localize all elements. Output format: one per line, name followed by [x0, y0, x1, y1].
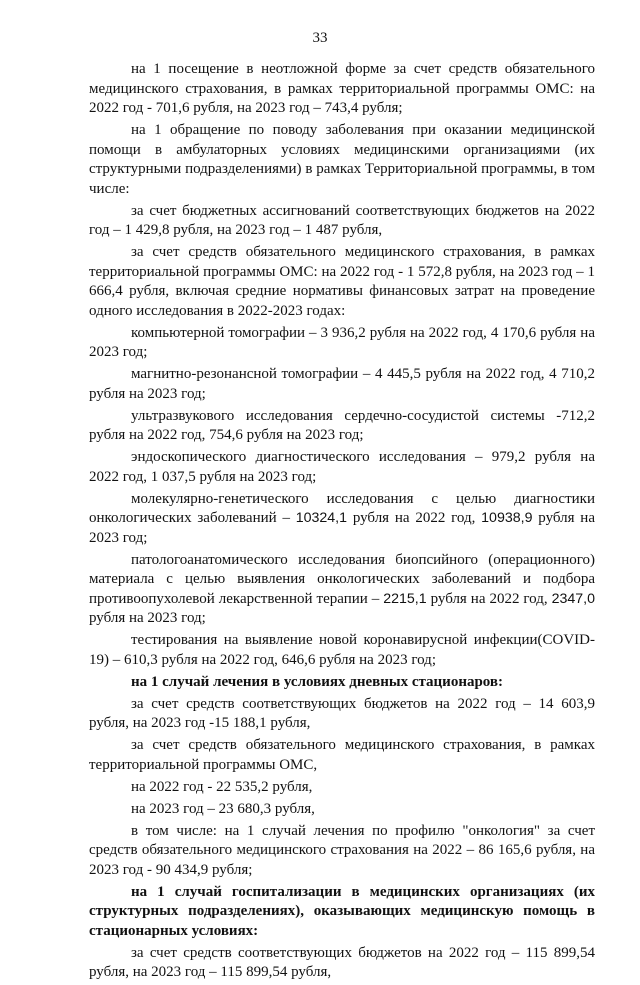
paragraph-outpatient-appeal: на 1 обращение по поводу заболевания при оказании медицинской помощи в амбулаторных условиях медицинскими организациями (их структурными подразделениями) в рамках Территориальной программы, в том числе: — [89, 122, 595, 197]
page-number: 33 — [312, 30, 328, 46]
molecular-text-a: молекулярно-генетического исследования с целью диагностики онкологических заболеваний – — [89, 490, 595, 526]
paragraph-budget-funds: за счет бюджетных ассигнований соответствующих бюджетов на 2022 год – 1 429,8 рубля, на 2023 год – 1 487 рубля, — [89, 202, 595, 238]
paragraph-ultrasound: ультразвукового исследования сердечно-сосудистой системы -712,2 рубля на 2022 год, 754,6 рубля на 2023 год; — [89, 407, 595, 443]
document-body — [89, 60, 595, 985]
molecular-value-2023: 10938,9 — [481, 510, 533, 526]
molecular-text-e: рубля на 2023 год; — [89, 510, 595, 546]
paragraph-molecular-genetic — [89, 490, 595, 549]
pathology-text-c: рубля на 2022 год, — [426, 590, 552, 607]
paragraph-day-hospital-2022: на 2022 год - 22 535,2 рубля, — [131, 778, 313, 795]
paragraph-day-hospital-oms: за счет средств обязательного медицинского страхования, в рамках территориальной программы ОМС, — [89, 737, 595, 773]
paragraph-day-hospital-budget: за счет средств соответствующих бюджетов на 2022 год – 14 603,9 рубля, на 2023 год -15 188,1 рубля, — [89, 695, 595, 731]
paragraph-oncology-case: в том числе: на 1 случай лечения по профилю "онкология" за счет средств обязательного медицинского страхования на 2022 – 86 165,6 рубля, на 2023 год - 90 434,9 рубля; — [89, 822, 595, 878]
pathology-value-2022: 2215,1 — [383, 590, 427, 607]
paragraph-ct: компьютерной томографии – 3 936,2 рубля на 2022 год, 4 170,6 рубля на 2023 год; — [89, 324, 595, 360]
paragraph-day-hospital-2023: на 2023 год – 23 680,3 рубля, — [131, 800, 315, 817]
paragraph-covid-test: тестирования на выявление новой коронавирусной инфекции(COVID-19) – 610,3 рубля на 2022 год, 646,6 рубля на 2023 год; — [89, 632, 595, 668]
paragraph-mri: магнитно-резонансной томографии – 4 445,5 рубля на 2022 год, 4 710,2 рубля на 2023 год; — [89, 366, 595, 402]
paragraph-pathology — [89, 551, 595, 629]
pathology-value-2023: 2347,0 — [551, 590, 595, 607]
molecular-value-2022: 10324,1 — [295, 510, 348, 526]
paragraph-oms-funds: за счет средств обязательного медицинского страхования, в рамках территориальной программы ОМС: на 2022 год - 1 572,8 рубля, на 2023 год – 1 666,4 рубля, включая средние нормативы финансовых затрат на проведение одного исследования в 2022-2023 годах: — [89, 244, 595, 319]
pathology-text-a: патологоанатомического исследования биопсийного (операционного) материала с целью выявления онкологических заболеваний и подбора противоопухолевой лекарственной терапии – — [89, 551, 595, 607]
pathology-text-e: рубля на 2023 год; — [89, 610, 206, 626]
heading-hospitalization: на 1 случай госпитализации в медицинских организациях (их структурных подразделениях), оказывающих медицинскую помощь в стационарных условиях: — [89, 883, 595, 939]
paragraph-hospitalization-budget: за счет средств соответствующих бюджетов на 2022 год – 115 899,54 рубля, на 2023 год – 115 899,54 рубля, — [89, 944, 595, 980]
molecular-text-c: рубля на 2022 год, — [347, 510, 482, 526]
paragraph-emergency-visit: на 1 посещение в неотложной форме за счет средств обязательного медицинского страхования, в рамках территориальной программы ОМС: на 2022 год - 701,6 рубля, на 2023 год – 743,4 рубля; — [89, 61, 595, 116]
heading-day-hospital: на 1 случай лечения в условиях дневных стационаров: — [131, 673, 504, 690]
paragraph-endoscopy: эндоскопического диагностического исследования – 979,2 рубля на 2022 год, 1 037,5 рубля на 2023 год; — [89, 449, 595, 485]
